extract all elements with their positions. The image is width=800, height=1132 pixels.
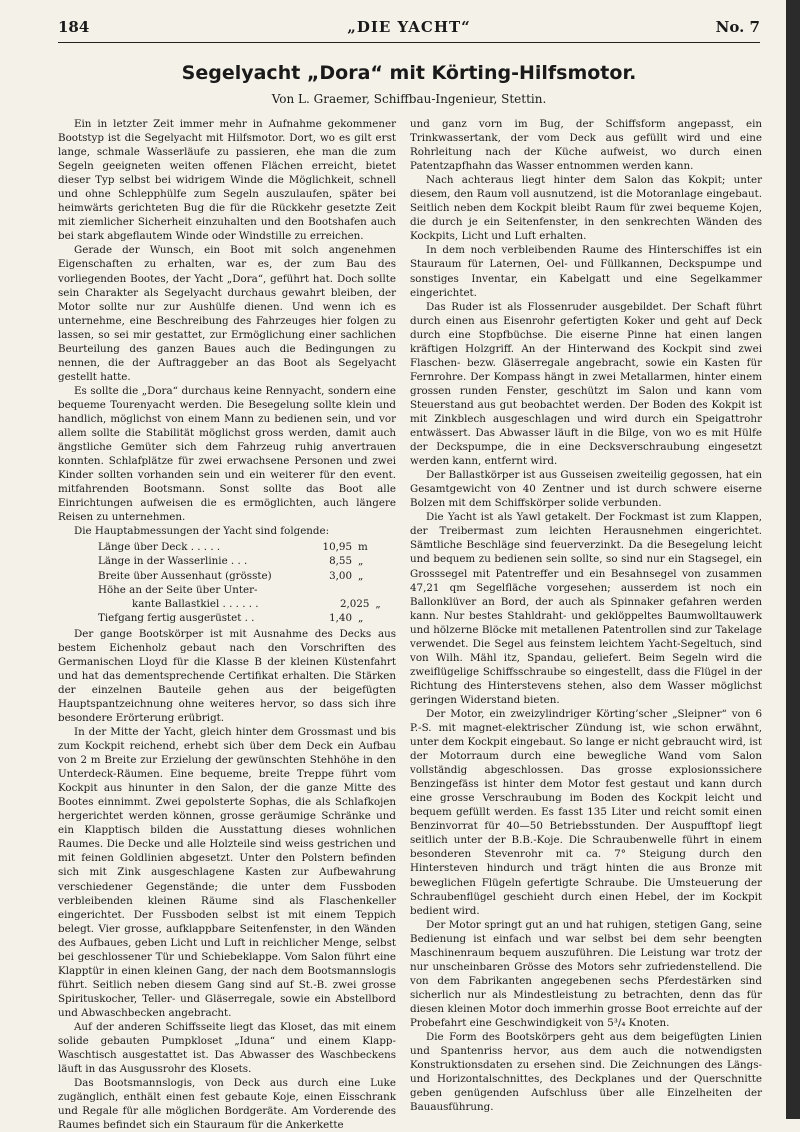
dimension-value [308,583,352,597]
page-number: 184 [58,18,90,36]
paragraph: Der Motor, ein zweizylindriger Körting’scher „Sleipner“ von 6 P.-S. mit magnet-elektrischer Zündung ist, wie schon erwähnt, unter dem Kockpit eingebaut. So lange er nicht gebraucht wird, ist der Motorraum durch eine bewegliche Wand vom Salon vollständig abgeschlossen. Das grosse explosionssichere Benzingefäss ist hinter dem Motor fest gestaut und kann durch eine grosse Verschraubung im Boden des Kockpit leicht und bequem gefüllt werden. Es fasst 135 Liter und reicht somit einen Benzinvorrat für 40—50 Betriebsstunden. Der Auspufftopf liegt seitlich unter der B.B.-Koje. Die Schraubenwelle führt in einem besonderen Stevenrohr mit ca. 7° Steigung durch den Hintersteven hindurch und trägt hinten die aus Bronze mit beweglichen Flügeln gefertigte Schraube. Die Umsteuerung der Schraubenflügel geschieht durch einen Hebel, der im Kockpit bedient wird. [410,707,762,917]
paragraph: Ein in letzter Zeit immer mehr in Aufnahme gekommener Bootstyp ist die Segelyacht mit Hilfsmotor. Dort, wo es gilt erst lange, schmale Wasserläufe zu passieren, ehe man die zum Segeln geeigneten weiten offenen Flächen erreicht, bietet dieser Typ selbst bei widrigem Winde die Möglichkeit, schnell und ohne Schlepphülfe zum Segeln auszulaufen, später bei heimwärts gerichteten Bug die für die Rückkehr gesetzte Zeit mit ziemlicher Sicherheit einzuhalten und den Bootshafen auch bei stark abgeflautem Winde oder Windstille zu erreichen. [58,118,396,243]
dimension-label: Länge über Deck . . . . . [98,541,221,554]
right-column [410,117,762,1114]
dimension-row [58,611,396,625]
dimension-row [58,597,396,611]
paragraph: Der Ballastkörper ist aus Gusseisen zweiteilig gegossen, hat ein Gesamtgewicht von 40 Zentner und ist durch schwere eiserne Bolzen mit dem Schiffskörper solide verbunden. [410,469,762,510]
paragraph: In dem noch verbleibenden Raume des Hinterschiffes ist ein Stauraum für Laternen, Oel- und Füllkannen, Deckspumpe und sonstiges Inventar, ein Kabelgatt und eine Segelkammer eingerichtet. [410,244,762,299]
paragraph: Der Motor springt gut an und hat ruhigen, stetigen Gang, seine Bedienung ist einfach und war selbst bei dem sehr beengten Maschinenraum bequem auszuführen. Die Leistung war trotz der nur unscheinbaren Grösse des Motors sehr zufriedenstellend. Die von dem Fabrikanten angegebenen sechs Pferdestärken sind sicherlich nur als Mindestleistung zu betrachten, denn das für diesen kleinen Motor doch immerhin grosse Boot erreichte auf der Probefahrt eine Geschwindigkeit von 5³/₄ Knoten. [410,918,762,1029]
dimension-label: Länge in der Wasserlinie . . . [98,555,248,568]
paragraph: Nach achteraus liegt hinter dem Salon das Kokpit; unter diesem, den Raum voll ausnutzend, ist die Motoranlage eingebaut. Seitlich neben dem Kockpit bleibt Raum für zwei bequeme Kojen, die durch je ein Seitenfenster, in den senkrechten Wänden des Kockpits, Licht und Luft erhalten. [410,174,762,243]
dimension-value: 8,55 [329,555,352,568]
paragraph: Auf der anderen Schiffsseite liegt das Kloset, das mit einem solide gebauten Pumpkloset „Iduna“ und einem Klapp-Waschtisch ausgestattet ist. Das Abwasser des Waschbeckens läuft in das Ausgussrohr des Klosets. [58,1021,396,1076]
dimension-unit: „ [375,597,381,610]
dimension-label: kante Ballastkiel . . . . . . [132,597,259,610]
dimension-unit: „ [358,555,364,568]
left-column [58,117,396,1132]
paragraph: Es sollte die „Dora“ durchaus keine Rennyacht, sondern eine bequeme Tourenyacht werden. Die Besegelung sollte klein und handlich, möglichst von einem Mann zu bedienen sein, und vor allem sollte die Stabilität möglichst gross werden, damit auch ängstliche Gemüter sich dem Fahrzeug ruhig anvertrauen konnten. Schlafplätze für zwei erwachsene Personen und zwei Kinder sollten vorhanden sein und ein weiterer für den event. mitfahrenden Bootsmann. Sonst sollte das Boot alle Einrichtungen aufweisen die es ermöglichten, auch längere Reisen zu unternehmen. [58,384,396,524]
dimension-row [58,554,396,568]
dimension-row [58,569,396,583]
paragraph: und ganz vorn im Bug, der Schiffsform angepasst, ein Trinkwassertank, der vom Deck aus gefüllt wird und eine Rohrleitung nach der Küche aufweist, wo durch einen Patentzapfhahn das Wasser entnommen werden kann. [410,118,762,173]
article-title: Segelyacht „Dora“ mit Körting-Hilfsmotor. [181,62,637,84]
paragraph: Die Yacht ist als Yawl getakelt. Der Fockmast ist zum Klappen, der Treibermast zum leichten Herausnehmen eingerichtet. Sämtliche Beschläge sind feuerverzinkt. Da die Besegelung leicht und bequem zu bedienen sein sollte, so sind nur ein Stagsegel, ein Grosssegel mit Patentreffer und ein Besahnsegel von zusammen 47,21 qm Segelfläche vorgesehen; ausserdem ist noch ein Ballonklüver an Bord, der auch als Spinnaker gefahren werden kann. Nur bestes Stahldraht- und geklöppeltes Baumwolltauwerk und hölzerne Blöcke mit metallenen Patentrollen sind zur Takelage verwendet. Die Segel aus feinstem leichtem Yacht-Segeltuch, sind von Wilh. Mähl itz, Spandau, geliefert. Beim Segeln wird die zweiflügelige Schiffsschraube so eingestellt, dass die Flügel in der Richtung des Hinterstevens stehen, also dem Wasser möglichst geringen Widerstand bieten. [410,511,762,706]
dimension-row [58,583,396,597]
paragraph: Das Ruder ist als Flossenruder ausgebildet. Der Schaft führt durch einen aus Eisenrohr gefertigten Koker und geht auf Deck durch eine Stopfbüchse. Die eiserne Pinne hat einen langen kräftigen Holzgriff. An der Hinterwand des Kockpit sind zwei Flaschen- bezw. Gläserregale angebracht, sowie ein Kasten für Fernrohre. Der Kompass hängt in zwei Metallarmen, hinter einem grossen runden Fenster, geschützt im Salon und kann vom Steuerstand aus gut beobachtet werden. Der Boden des Kokpit ist mit Zinkblech ausgeschlagen und wird durch ein Speigattrohr entwässert. Das Abwasser läuft in die Bilge, von wo es mit Hülfe der Deckspumpe, die in eine Decksverschraubung eingesetzt werden kann, entfernt wird. [410,300,762,468]
dimension-label: Höhe an der Seite über Unter- [98,583,258,596]
dimensions-table [58,540,396,624]
issue-number: No. 7 [715,18,760,36]
dimension-value: 1,40 [329,611,352,624]
paragraph: In der Mitte der Yacht, gleich hinter dem Grossmast und bis zum Kockpit reichend, erhebt sich über dem Deck ein Aufbau von 2 m Breite zur Erzielung der gewünschten Stehhöhe in den Unterdeck-Räumen. Eine bequeme, breite Treppe führt vom Kockpit aus hinunter in den Salon, der die ganze Mitte des Bootes einnimmt. Zwei gepolsterte Sophas, die als Schlafkojen hergerichtet werden können, grosse geräumige Schränke und ein Klapptisch bilden die Ausstattung dieses wohnlichen Raumes. Die Decke und alle Holzteile sind weiss gestrichen und mit feinen Goldlinien abgesetzt. Unter den Polstern befinden sich mit Zink ausgeschlagene Kasten zur Aufbewahrung verschiedener Gegenstände; die unter dem Fussboden verbleibenden kleinen Räume sind als Flaschenkeller eingerichtet. Der Fussboden selbst ist mit einem Teppich belegt. Vier grosse, aufklappbare Seitenfenster, in den Wänden des Aufbaues, geben Licht und Luft in reichlicher Menge, selbst bei geschlossener Tür und Schiebeklappe. Vom Salon führt eine Klapptür in einen kleinen Gang, der nach dem Bootsmannslogis führt. Seitlich neben diesem Gang sind auf St.-B. zwei grosse Spirituskocher, Teller- und Gläserregale, sowie ein Abstellbord und Abwaschbecken angebracht. [58,726,396,1019]
paragraph: Die Form des Bootskörpers geht aus dem beigefügten Linien und Spantenriss hervor, aus dem auch die notwendigsten Konstruktionsdaten zu ersehen sind. Die Zeichnungen des Längs- und Horizontalschnittes, des Deckplanes und der Querschnitte geben genügenden Aufschluss über alle Einzelheiten der Bauausführung. [410,1031,762,1114]
dimension-row [58,540,396,554]
dimension-unit: m [358,541,368,554]
journal-title: „DIE YACHT“ [347,18,471,36]
dimension-unit: „ [358,569,364,582]
article-byline: Von L. Graemer, Schiffbau-Ingenieur, Stettin. [271,92,547,106]
dimension-unit: „ [358,611,364,624]
dimension-value: 10,95 [322,541,352,554]
dimension-value: 2,025 [339,597,370,610]
running-header [58,18,760,40]
dimensions-intro: Die Hauptabmessungen der Yacht sind folgende: [74,525,330,538]
header-rule [58,42,760,43]
paragraph: Der gange Bootskörper ist mit Ausnahme des Decks aus bestem Eichenholz gebaut nach den Vorschriften des Germanischen Lloyd für die Klasse B der kleinen Küstenfahrt und hat das dementsprechende Certifikat erhalten. Die Stärken der einzelnen Bauteile gehen aus der beigefügten Hauptspantzeichnung ohne weiteres hervor, so dass sich ihre besondere Erörterung erübrigt. [58,627,396,724]
scan-edge [786,0,800,1119]
paragraph: Das Bootsmannslogis, von Deck aus durch eine Luke zugänglich, enthält einen fest gebaute Koje, einen Eisschrank und Regale für alle möglichen Bordgeräte. Am Vorderende des Raumes befindet sich ein Stauraum für die Ankerkette [58,1077,396,1132]
dimension-unit [352,583,380,597]
dimension-value: 3,00 [329,569,352,582]
dimension-label: Breite über Aussenhaut (grösste) [98,569,272,582]
dimension-label: Tiefgang fertig ausgerüstet . . [98,611,255,624]
paragraph: Gerade der Wunsch, ein Boot mit solch angenehmen Eigenschaften zu erhalten, war es, der zum Bau des vorliegenden Bootes, der Yacht „Dora“, geführt hat. Doch sollte sein Charakter als Segelyacht durchaus gewahrt bleiben, der Motor sollte nur zur Aushülfe dienen. Und wenn ich es unternehme, eine Beschreibung des Fahrzeuges hier folgen zu lassen, so sei mir gestattet, zur Ermöglichung einer sachlichen Beurteilung des ganzen Baues auch die Bedingungen zu nennen, die der Auftraggeber an das Boot als Segelyacht gestellt hatte. [58,244,396,383]
